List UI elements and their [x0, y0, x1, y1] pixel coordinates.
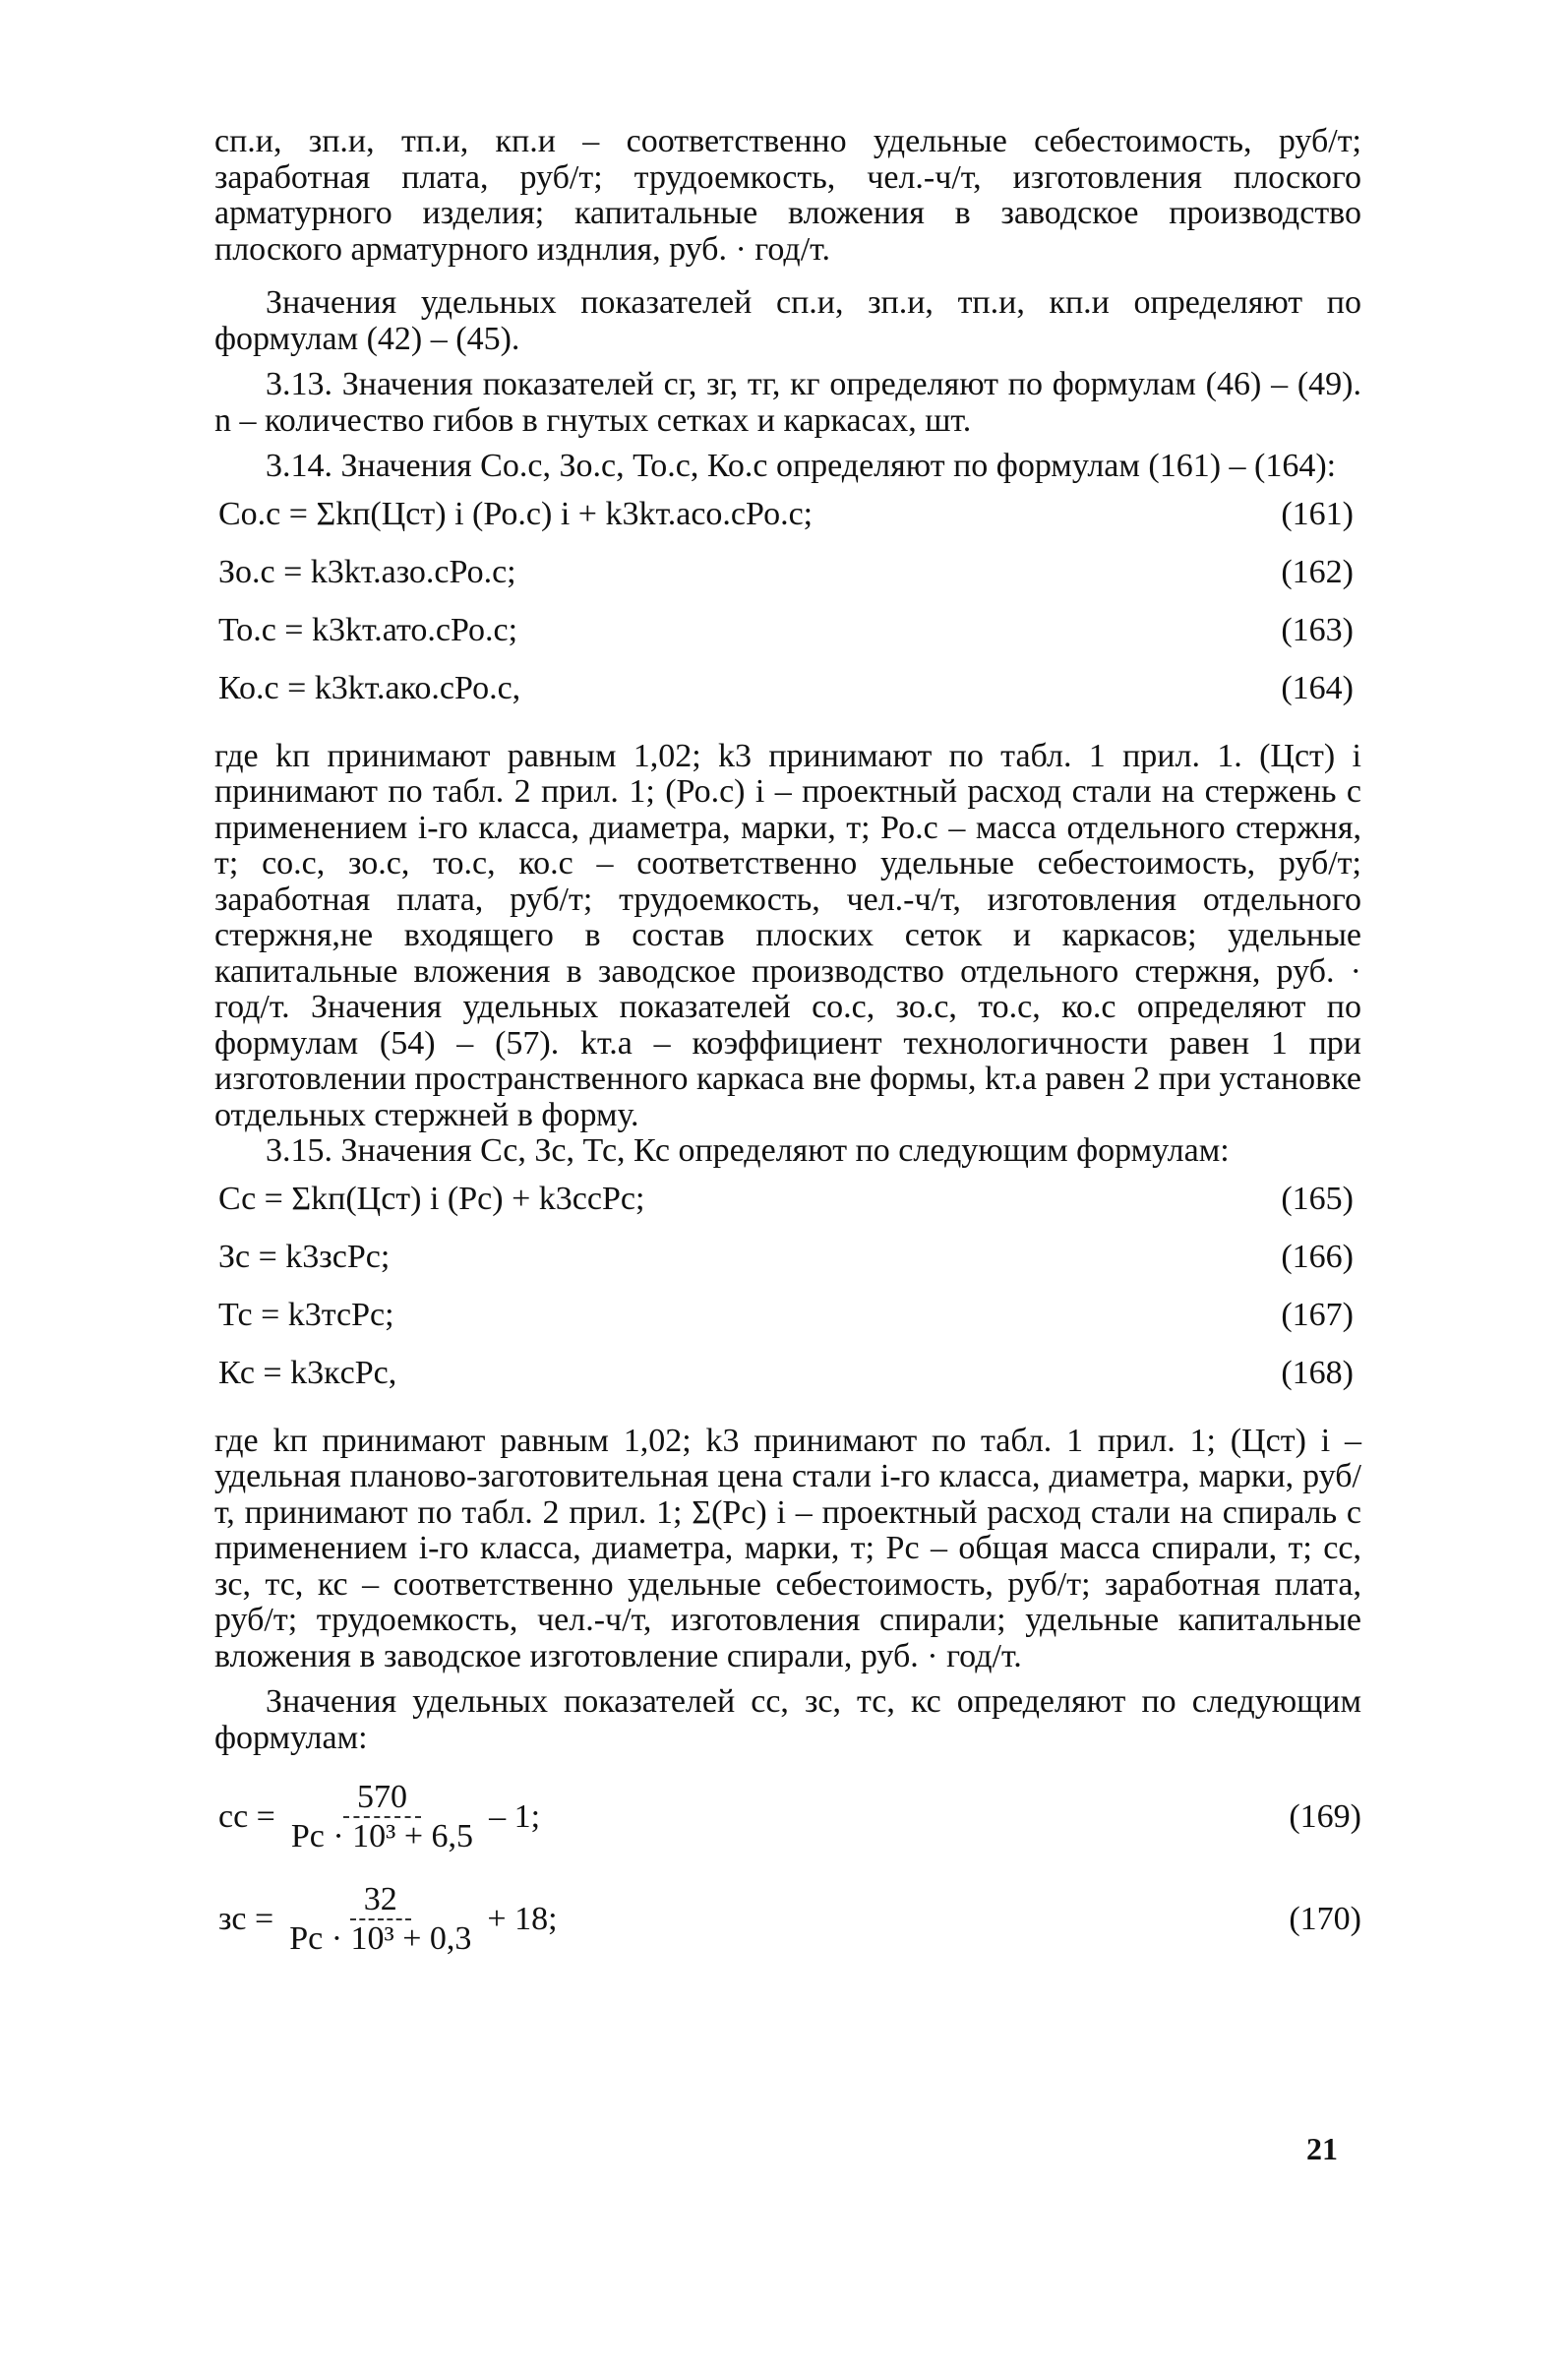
formula-number: (164): [1281, 669, 1354, 706]
formula-number: (162): [1281, 553, 1354, 590]
formula-expression: Ко.с = k3kт.ако.сРо.с,: [218, 669, 521, 706]
formula-block-161-164: [214, 497, 1361, 729]
formula-lhs: сс =: [218, 1797, 275, 1835]
formula-number: (167): [1281, 1296, 1354, 1333]
formula-163: [214, 613, 1361, 671]
formula-number: (161): [1281, 495, 1354, 532]
fraction-numerator: 32: [350, 1883, 411, 1920]
formula-tail: + 18;: [487, 1900, 558, 1937]
formula-number: (169): [1289, 1797, 1361, 1835]
formula-number: (165): [1281, 1180, 1354, 1217]
fraction-denominator: Рс · 10³ + 0,3: [289, 1920, 472, 1957]
paragraph-specific-indicators: Значения удельных показателей сс, зс, тс, кс определяют по следующим формулам:: [214, 1683, 1361, 1756]
paragraph-where-165: где kп принимают равным 1,02; k3 принимают по табл. 1 прил. 1; (Цст) i – удельная планово-заготовительная цена стали i-го класса, диаметра, марки, руб/т, принимают по табл. 2 прил. 1; Σ(Рс) i – проектный расход стали на спираль с применением i-го класса, диаметра, марки, т; Рс – общая масса спирали, т; сс, зс, тс, кс – соответственно удельные себестоимость, руб/т; заработная плата, руб/т; трудоемкость, чел.-ч/т, изготовления спирали; удельные капитальные вложения в заводское изготовление спирали, руб. · год/т.: [214, 1422, 1361, 1674]
formula-170: [214, 1870, 1361, 1969]
formula-168: [214, 1356, 1361, 1414]
document-body: [214, 124, 1361, 1978]
formula-expression: [218, 1883, 558, 1956]
formula-number: (168): [1281, 1354, 1354, 1391]
paragraph-section-3-15: 3.15. Значения Сс, Зс, Тс, Кс определяют по следующим формулам:: [266, 1132, 1230, 1169]
formula-expression: Тс = k3тсРс;: [218, 1296, 394, 1333]
formula-167: [214, 1298, 1361, 1356]
formula-block-169-170: [214, 1768, 1361, 1969]
fraction-denominator: Рс · 10³ + 6,5: [290, 1818, 474, 1854]
formula-164: [214, 671, 1361, 729]
formula-tail: – 1;: [489, 1797, 541, 1835]
formula-lhs: зс =: [218, 1900, 274, 1937]
formula-expression: Зс = k3зсРс;: [218, 1238, 391, 1275]
formula-number: (163): [1281, 611, 1354, 648]
formula-block-165-168: [214, 1182, 1361, 1414]
paragraph-section-3-13: 3.13. Значения показателей сг, зг, тг, кг определяют по формулам (46) – (49). n – количество гибов в гнутых сетках и каркасах, шт.: [214, 366, 1361, 439]
formula-expression: Зо.с = k3kт.азо.сРо.с;: [218, 553, 516, 590]
formula-number: (170): [1289, 1900, 1361, 1937]
formula-expression: Со.с = Σkп(Цст) i (Ро.с) i + k3kт.асо.сРо.с;: [218, 495, 814, 532]
formula-161: [214, 497, 1361, 555]
formula-expression: То.с = k3kт.ато.сРо.с;: [218, 611, 518, 648]
formula-166: [214, 1240, 1361, 1298]
formula-162: [214, 555, 1361, 613]
formula-expression: Сс = Σkп(Цст) i (Рс) + k3ссРс;: [218, 1180, 645, 1217]
paragraph-1: сп.и, зп.и, тп.и, кп.и – соответственно удельные себестоимость, руб/т; заработная плата, руб/т; трудоемкость, чел.-ч/т, изготовления плоского арматурного изделия; капитальные вложения в заводское производство плоского арматурного изднлия, руб. · год/т.: [214, 123, 1361, 268]
fraction-numerator: 570: [343, 1781, 421, 1818]
paragraph-section-3-14: 3.14. Значения Со.с, Зо.с, То.с, Ко.с определяют по формулам (161) – (164):: [266, 448, 1337, 484]
page-number: 21: [1306, 2131, 1338, 2166]
formula-expression: [218, 1781, 540, 1854]
formula-expression: Кс = k3кcРс,: [218, 1354, 397, 1391]
formula-169: [214, 1768, 1361, 1866]
paragraph-2: Значения удельных показателей сп.и, зп.и, тп.и, кп.и определяют по формулам (42) – (45).: [214, 284, 1361, 357]
fraction: [285, 1781, 479, 1854]
paragraph-where-161: где kп принимают равным 1,02; k3 принимают по табл. 1 прил. 1. (Цст) i принимают по табл. 2 прил. 1; (Ро.с) i – проектный расход стали на стержень с применением i-го класса, диаметра, марки, т; Ро.с – масса отдельного стержня, т; со.с, зо.с, то.с, ко.с – соответственно удельные себестоимость, руб/т; заработная плата, руб/т; трудоемкость, чел.-ч/т, изготовления отдельного стержня,не входящего в состав плоских сеток и каркасов; удельные капитальные вложения в заводское производство отдельного стержня, руб. · год/т. Значения удельных показателей со.с, зо.с, то.с, ко.с определяют по формулам (54) – (57). kт.а – коэффициент технологичности равен 1 при изготовлении пространственного каркаса вне формы, kт.а равен 2 при установке отдельных стержней в форму.: [214, 737, 1361, 1133]
formula-165: [214, 1182, 1361, 1240]
formula-number: (166): [1281, 1238, 1354, 1275]
fraction: [283, 1883, 477, 1956]
